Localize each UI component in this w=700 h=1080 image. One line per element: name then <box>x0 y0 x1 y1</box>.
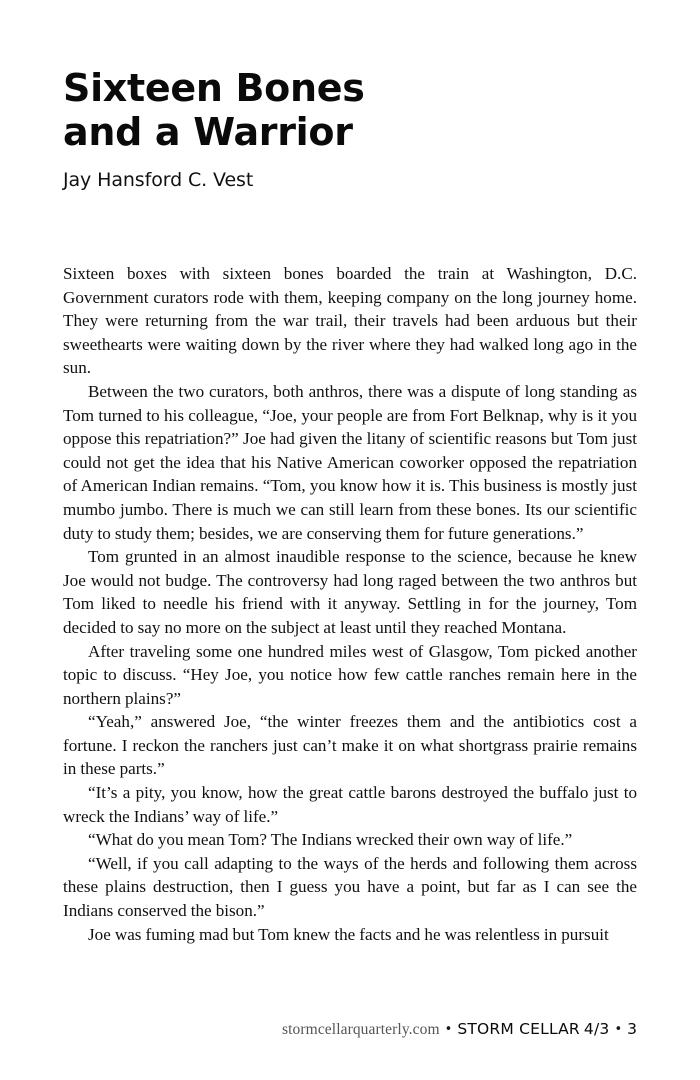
paragraph-8: “Well, if you call adapting to the ways of the herds and following them across these plains destruction, then I guess you have a point, but far as I can see the Indians conserved the bison.” <box>63 853 637 921</box>
footer-separator-2: • <box>614 1022 623 1037</box>
paragraph-6: “It’s a pity, you know, how the great cattle barons destroyed the buffalo just to wreck the Indians’ way of life.” <box>63 783 637 826</box>
paragraph-1: Sixteen boxes with sixteen bones boarded the train at Washington, D.C. Government curators rode with them, keeping company on the long journey home. They were returning from the war trail, their travels had been arduous but their sweethearts were waiting down by the river where they had walked long ago in the sun. <box>63 264 637 378</box>
title-line-2: and a Warrior <box>63 110 353 154</box>
title-line-1: Sixteen Bones <box>63 66 365 110</box>
paragraph-2: Between the two curators, both anthros, there was a dispute of long standing as Tom turned to his colleague, “Joe, your people are from Fort Belknap, why is it you oppose this repatriation?” Joe had given the litany of scientific reasons but Tom just could not get the idea that his Native American coworker opposed the repatriation of American Indian remains. “Tom, you know how it is. This business is mostly just mumbo jumbo. There is much we can still learn from these bones. Its our scientific duty to study them; besides, we are conserving them for future generations.” <box>63 381 637 543</box>
page-footer <box>63 1020 637 1039</box>
footer-magazine-name: STORM CELLAR <box>457 1020 580 1038</box>
paragraph-5: “Yeah,” answered Joe, “the winter freezes them and the antibiotics cost a fortune. I reckon the ranchers just can’t make it on what shortgrass prairie remains in these parts.” <box>63 712 637 779</box>
footer-issue-number: 4/3 <box>583 1020 610 1038</box>
page-title <box>63 66 638 154</box>
paragraph-7: “What do you mean Tom? The Indians wrecked their own way of life.” <box>88 830 573 850</box>
footer-separator-1: • <box>444 1022 453 1037</box>
article-body <box>63 262 637 946</box>
author-byline: Jay Hansford C. Vest <box>63 169 254 191</box>
paragraph-3: Tom grunted in an almost inaudible response to the science, because he knew Joe would not budge. The controversy had long raged between the two anthros but Tom liked to needle his friend with it anyway. Settling in for the journey, Tom decided to say no more on the subject at least until they reached Montana. <box>63 547 637 637</box>
footer-page-number: 3 <box>627 1020 637 1038</box>
footer-website-url: stormcellarquarterly.com <box>282 1021 440 1038</box>
paragraph-4: After traveling some one hundred miles west of Glasgow, Tom picked another topic to discuss. “Hey Joe, you notice how few cattle ranches remain here in the northern plains?” <box>63 641 637 708</box>
title-block <box>63 66 638 192</box>
paragraph-9: Joe was fuming mad but Tom knew the facts and he was relentless in pursuit <box>88 924 609 944</box>
